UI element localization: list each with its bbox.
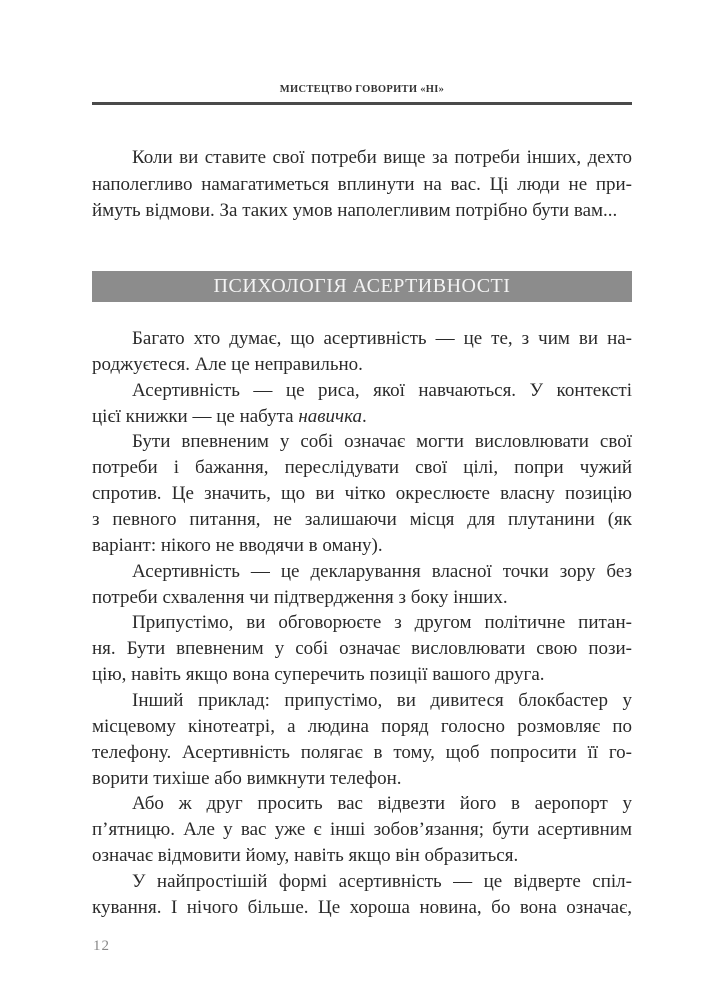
line-text: Припустімо, ви обговорюєте з другом політичне питан-	[132, 612, 632, 634]
text-line: наполегливо намагатиметься вплинути на вас. Ці люди не при-	[92, 173, 632, 195]
text-line	[92, 559, 632, 585]
text-line	[92, 429, 632, 455]
running-head: МИСТЕЦТВО ГОВОРИТИ «НІ»	[279, 84, 445, 95]
line-text: цієї книжки — це набута	[92, 405, 299, 427]
intro-paragraph	[92, 145, 632, 225]
line-text: Або ж друг просить вас відвезти його в аеропорт у	[132, 793, 632, 815]
text-line: Коли ви ставите свої потреби вище за потреби інших, дехто	[132, 147, 632, 168]
line-text: потреби і бажання, переслідувати свої цілі, попри чужий	[92, 457, 632, 479]
text-line	[92, 404, 632, 430]
line-text: з певного питання, не залишаючи місця для плутанини (як	[92, 509, 632, 531]
line-text: означає відмовити йому, навіть якщо він образиться.	[92, 845, 519, 867]
line-text: кування. І нічого більше. Це хороша новина, бо вона означає,	[92, 896, 632, 918]
line-text: У найпростішій формі асертивність — це відверте спіл-	[132, 871, 632, 893]
section-title: ПСИХОЛОГІЯ АСЕРТИВНОСТІ	[92, 271, 632, 302]
text-line	[92, 843, 632, 869]
line-text: Бути впевненим у собі означає могти висловлювати свої	[132, 431, 632, 453]
line-text: Асертивність — це декларування власної точки зору без	[132, 560, 632, 582]
line-text: Багато хто думає, що асертивність — це те, з чим ви на-	[132, 328, 632, 349]
line-text: роджуєтеся. Але це неправильно.	[92, 353, 363, 375]
line-text: Асертивність — це риса, якої навчаються. У контексті	[132, 379, 632, 401]
text-line	[92, 714, 632, 740]
text-line	[92, 610, 632, 636]
text-line	[92, 455, 632, 481]
text-line	[92, 791, 632, 817]
text-line	[92, 869, 632, 895]
text-line	[92, 740, 632, 766]
body-text	[92, 326, 632, 921]
text-line	[92, 636, 632, 662]
line-text: ня. Бути впевненим у собі означає висловлювати свою пози-	[92, 638, 632, 660]
text-line	[92, 481, 632, 507]
line-text: цію, навіть якщо вона суперечить позиції вашого друга.	[92, 664, 545, 686]
text-line	[92, 688, 632, 714]
line-text: телефону. Асертивність полягає в тому, щоб попросити її го-	[92, 741, 632, 763]
text-line	[92, 507, 632, 533]
text-line	[92, 378, 632, 404]
line-text: ворити тихіше або вимкнути телефон.	[92, 767, 402, 789]
italic-term: навичка	[298, 405, 362, 427]
line-text: .	[362, 405, 367, 427]
line-text: спротив. Це значить, що ви чітко окреслюєте власну позицію	[92, 483, 632, 505]
text-line	[92, 895, 632, 921]
text-line: ймуть відмови. За таких умов наполегливим потрібно бути вам...	[92, 200, 618, 221]
text-line	[92, 326, 632, 352]
text-line	[92, 817, 632, 843]
line-text: потреби схвалення чи підтвердження з боку інших.	[92, 586, 508, 608]
line-text: п’ятницю. Але у вас уже є інші зобов’язання; бути асертивним	[92, 819, 632, 841]
text-line	[92, 662, 632, 688]
line-text: Інший приклад: припустімо, ви дивитеся блокбастер у	[132, 690, 632, 712]
text-line	[92, 766, 632, 792]
line-text: варіант: нікого не вводячи в оману).	[92, 534, 383, 556]
text-line	[92, 585, 632, 611]
page-number: 12	[93, 938, 110, 954]
text-line	[92, 533, 632, 559]
line-text: місцевому кінотеатрі, а людина поряд голосно розмовляє по	[92, 715, 632, 737]
text-line	[92, 352, 632, 378]
header-rule	[92, 102, 632, 105]
